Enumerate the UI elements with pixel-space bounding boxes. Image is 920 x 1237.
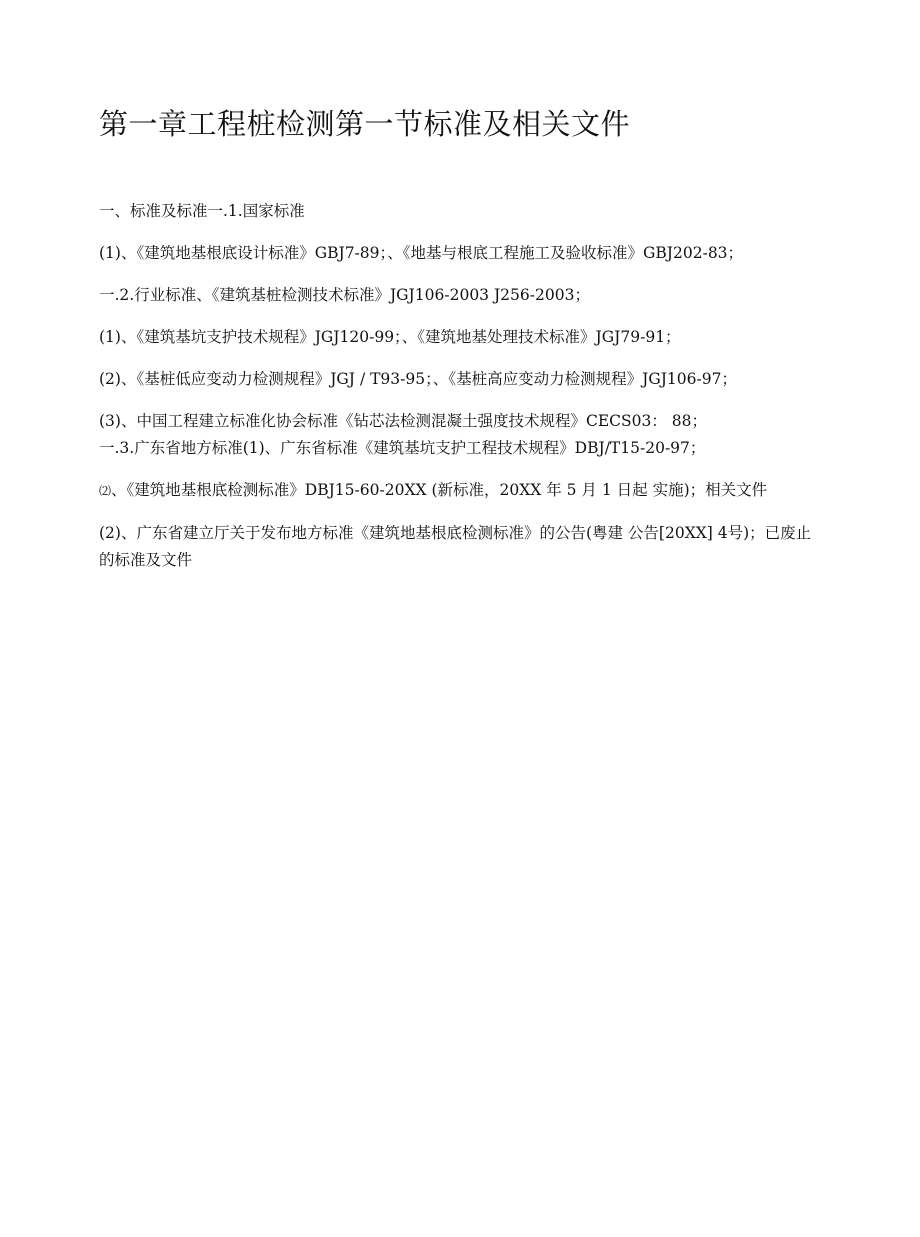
paragraph-text: 、《建筑地基根底检测标准》DBJ15-60-20XX (新标准，20XX 年 5 月 1 日起 实施)；相关文件 bbox=[111, 481, 768, 499]
paragraph-industry-standards-3: (3)、中国工程建立标准化协会标准《钻芯法检测混凝土强度技术规程》CECS03： 88； bbox=[99, 412, 707, 430]
paragraph-national-standards-heading: 一、标准及标准一.1.国家标准 bbox=[99, 202, 305, 220]
paragraph-industry-standards-2: (2)、《基桩低应变动力检测规程》JGJ / T93-95；、《基桩高应变动力检测规程》JGJ106-97； bbox=[99, 370, 737, 388]
paragraph-national-standards-list: (1)、《建筑地基根底设计标准》GBJ7-89；、《地基与根底工程施工及验收标准》GBJ202-83； bbox=[99, 244, 744, 262]
paragraph-industry-standards-1: (1)、《建筑基坑支护技术规程》JGJ120-99；、《建筑地基处理技术标准》JGJ79-91； bbox=[99, 328, 681, 346]
paragraph-industry-standards-heading: 一.2.行业标准、《建筑基桩检测技术标准》JGJ106-2003 J256-2003； bbox=[99, 286, 590, 304]
document-title: 第一章工程桩检测第一节标准及相关文件 bbox=[99, 107, 631, 141]
paragraph-related-documents: (2)、广东省建立厅关于发布地方标准《建筑地基根底检测标准》的公告(粤建 公告[20XX] 4号)；已废止的标准及文件 bbox=[99, 524, 812, 569]
paragraph-guangdong-standards-2 bbox=[99, 477, 820, 505]
paragraph-number: ⑵ bbox=[99, 484, 112, 498]
paragraph-guangdong-standards: 一.3.广东省地方标准(1)、广东省标准《建筑基坑支护工程技术规程》DBJ/T15-20-97； bbox=[99, 439, 706, 457]
document-body bbox=[99, 198, 820, 574]
